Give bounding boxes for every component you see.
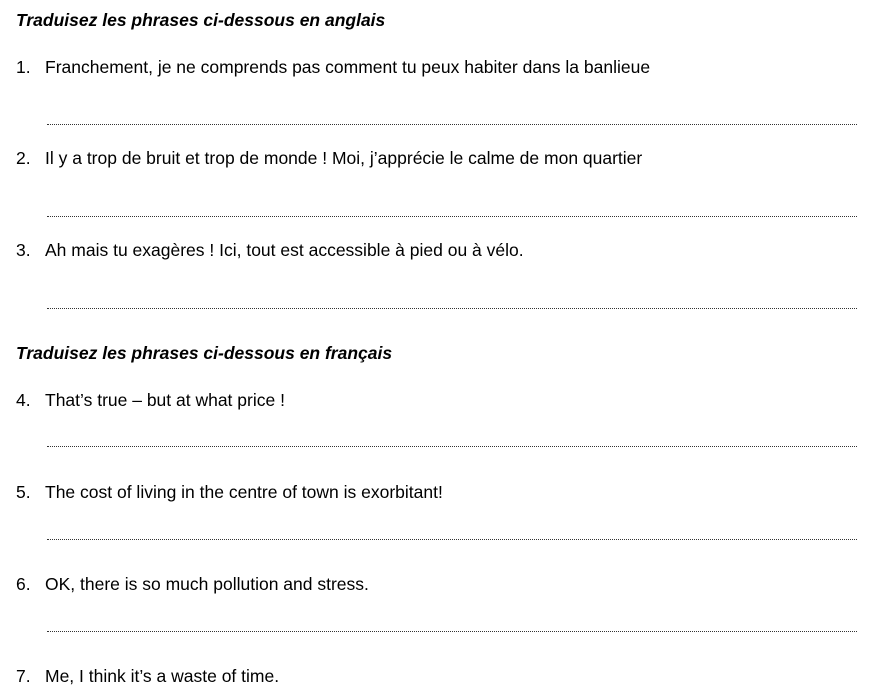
- section-heading-english: Traduisez les phrases ci-dessous en anglais: [16, 10, 386, 30]
- item-number: 2.: [16, 148, 31, 168]
- list-item: [0, 148, 870, 170]
- item-text: Ah mais tu exagères ! Ici, tout est accessible à pied ou à vélo.: [45, 240, 524, 260]
- list-item: [0, 666, 870, 688]
- item-text: Il y a trop de bruit et trop de monde ! Moi, j’apprécie le calme de mon quartier: [45, 148, 643, 168]
- list-item: [0, 390, 870, 412]
- item-text: OK, there is so much pollution and stress.: [45, 574, 369, 594]
- item-text: Franchement, je ne comprends pas comment tu peux habiter dans la banlieue: [45, 57, 651, 77]
- list-item: [0, 482, 870, 504]
- section-heading-french: Traduisez les phrases ci-dessous en français: [16, 343, 393, 363]
- item-number: 3.: [16, 240, 31, 260]
- answer-line[interactable]: [47, 446, 857, 447]
- answer-line[interactable]: [47, 216, 857, 217]
- item-text: That’s true – but at what price !: [45, 390, 285, 410]
- answer-line[interactable]: [47, 539, 857, 540]
- item-number: 1.: [16, 57, 31, 77]
- list-item: [0, 57, 870, 79]
- list-item: [0, 240, 870, 262]
- answer-line[interactable]: [47, 631, 857, 632]
- item-number: 7.: [16, 666, 31, 686]
- item-number: 5.: [16, 482, 31, 502]
- item-number: 6.: [16, 574, 31, 594]
- item-text: Me, I think it’s a waste of time.: [45, 666, 280, 686]
- answer-line[interactable]: [47, 308, 857, 309]
- item-text: The cost of living in the centre of town is exorbitant!: [45, 482, 443, 502]
- answer-line[interactable]: [47, 124, 857, 125]
- list-item: [0, 574, 870, 596]
- item-number: 4.: [16, 390, 31, 410]
